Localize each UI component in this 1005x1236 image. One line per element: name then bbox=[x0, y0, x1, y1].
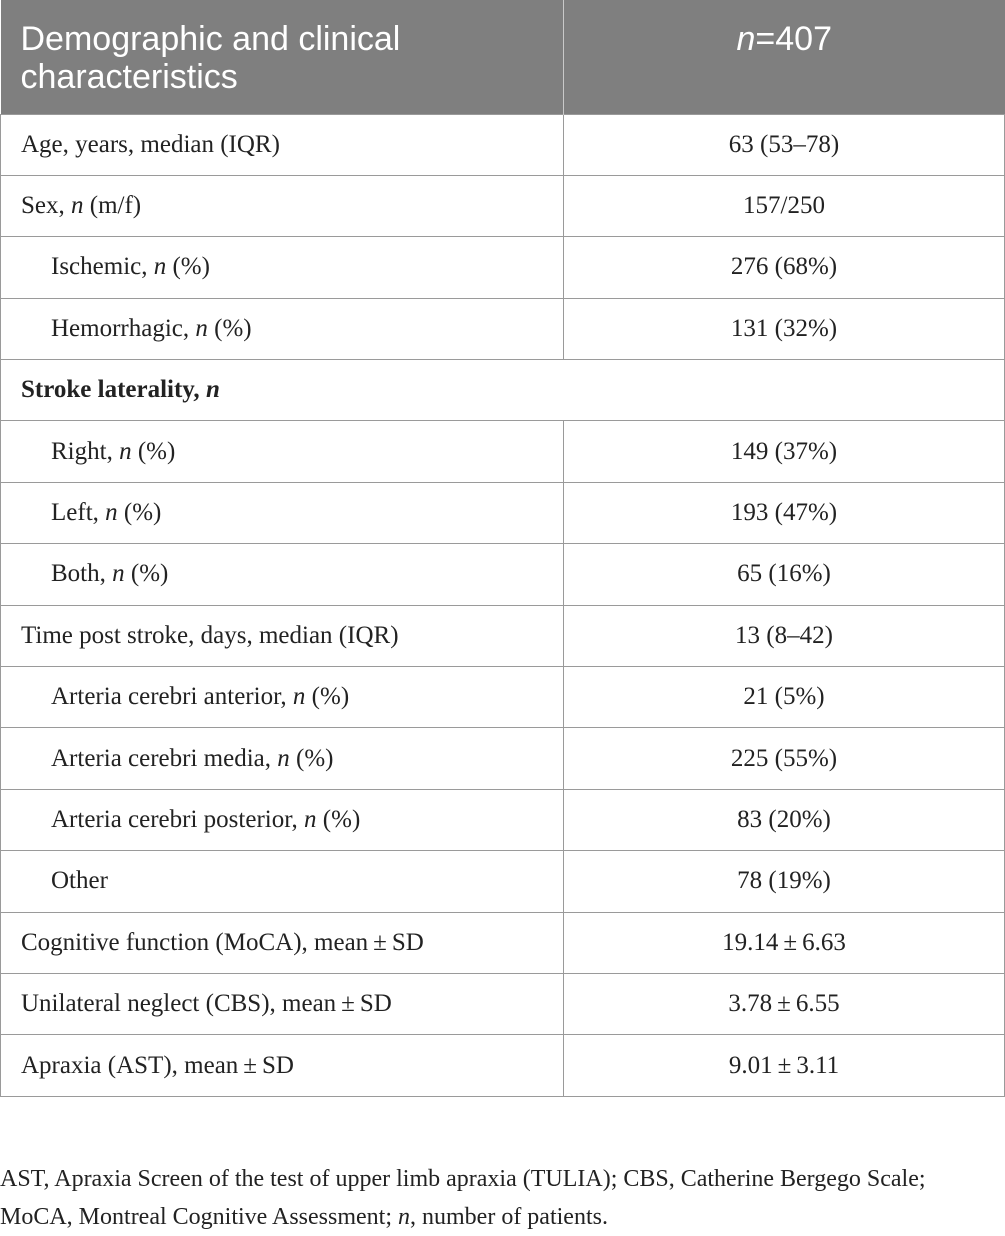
row-value: 19.14 ± 6.63 bbox=[564, 912, 1005, 973]
header-sample-size bbox=[564, 0, 1005, 114]
row-label-italic: n bbox=[153, 253, 167, 281]
row-label-suffix: (%) bbox=[316, 805, 361, 833]
row-value: 63 (53–78) bbox=[564, 114, 1005, 175]
row-label-text: Right, bbox=[51, 437, 120, 465]
row-label-suffix: (%) bbox=[166, 253, 210, 281]
table-footnote bbox=[0, 1160, 990, 1236]
table-row bbox=[1, 421, 1005, 482]
header-n-italic: n bbox=[736, 20, 756, 58]
row-value: 131 (32%) bbox=[564, 298, 1005, 359]
row-label-text: Stroke laterality, bbox=[21, 376, 206, 404]
row-label-text: Left, bbox=[51, 499, 106, 527]
row-label-suffix: (%) bbox=[289, 744, 334, 772]
row-label-text: Sex, bbox=[21, 192, 71, 220]
table-row bbox=[1, 360, 1005, 421]
table-row bbox=[1, 482, 1005, 543]
row-label bbox=[1, 605, 564, 666]
row-value: 157/250 bbox=[564, 175, 1005, 236]
row-label bbox=[1, 114, 564, 175]
row-value: 9.01 ± 3.11 bbox=[564, 1035, 1005, 1096]
row-label-suffix: (m/f) bbox=[83, 192, 142, 220]
table-row bbox=[1, 298, 1005, 359]
row-label-suffix: (%) bbox=[131, 437, 176, 465]
row-value: 65 (16%) bbox=[564, 544, 1005, 605]
row-label bbox=[1, 912, 564, 973]
row-label-text: Arteria cerebri media, bbox=[51, 744, 278, 772]
row-value: 3.78 ± 6.55 bbox=[564, 973, 1005, 1034]
row-label-italic: n bbox=[112, 560, 125, 588]
table-row bbox=[1, 237, 1005, 298]
row-label-text: Apraxia (AST), mean ± SD bbox=[21, 1051, 294, 1079]
row-label bbox=[1, 544, 564, 605]
row-label-italic: n bbox=[277, 744, 290, 772]
row-label-suffix: (%) bbox=[124, 560, 169, 588]
table-row bbox=[1, 605, 1005, 666]
row-label bbox=[1, 298, 564, 359]
row-label-text: Unilateral neglect (CBS), mean ± SD bbox=[21, 990, 392, 1018]
row-label-suffix: (%) bbox=[117, 499, 162, 527]
footnote-n-italic: n bbox=[398, 1204, 410, 1230]
table-row bbox=[1, 912, 1005, 973]
row-value: 83 (20%) bbox=[564, 789, 1005, 850]
row-label-suffix: (%) bbox=[305, 683, 350, 711]
row-label-italic: n bbox=[292, 683, 306, 711]
table-row bbox=[1, 973, 1005, 1034]
table-row bbox=[1, 1035, 1005, 1096]
row-label-italic: n bbox=[304, 805, 317, 833]
table-row bbox=[1, 114, 1005, 175]
row-label-italic: n bbox=[119, 437, 132, 465]
row-value: 225 (55%) bbox=[564, 728, 1005, 789]
row-label-text: Both, bbox=[51, 560, 113, 588]
row-label bbox=[1, 728, 564, 789]
table-header-row bbox=[1, 0, 1005, 114]
table-row bbox=[1, 789, 1005, 850]
row-label-text: Time post stroke, days, median (IQR) bbox=[21, 621, 399, 649]
footnote-text-2: , number of patients. bbox=[410, 1204, 608, 1230]
row-label-text: Ischemic, bbox=[51, 253, 154, 281]
row-label-italic: n bbox=[71, 192, 84, 220]
row-value: 276 (68%) bbox=[564, 237, 1005, 298]
table-row bbox=[1, 544, 1005, 605]
header-characteristics: Demographic and clinical characteristics bbox=[1, 0, 564, 114]
table-row bbox=[1, 851, 1005, 912]
row-label bbox=[1, 973, 564, 1034]
table-body bbox=[1, 114, 1005, 1096]
row-value: 193 (47%) bbox=[564, 482, 1005, 543]
row-label-suffix: (%) bbox=[207, 314, 252, 342]
row-value: 21 (5%) bbox=[564, 667, 1005, 728]
table-row bbox=[1, 175, 1005, 236]
table-row bbox=[1, 728, 1005, 789]
row-label-text: Arteria cerebri anterior, bbox=[51, 683, 293, 711]
header-n-value: =407 bbox=[755, 20, 832, 58]
row-label bbox=[1, 667, 564, 728]
row-value: 13 (8–42) bbox=[564, 605, 1005, 666]
row-label bbox=[1, 851, 564, 912]
row-label bbox=[1, 175, 564, 236]
row-label bbox=[1, 789, 564, 850]
row-label-text: Cognitive function (MoCA), mean ± SD bbox=[21, 928, 424, 956]
row-label-text: Arteria cerebri posterior, bbox=[51, 805, 305, 833]
row-label bbox=[1, 360, 1005, 421]
footnote-text-1: AST, Apraxia Screen of the test of upper limb apraxia (TULIA); CBS, Catherine Bergego Scale; MoCA, Montreal Cognitive Assessment; bbox=[0, 1166, 926, 1230]
row-label-italic: n bbox=[205, 376, 220, 404]
row-label-text: Hemorrhagic, bbox=[51, 314, 196, 342]
row-label-text: Other bbox=[51, 867, 108, 895]
row-label-italic: n bbox=[105, 499, 118, 527]
row-label bbox=[1, 237, 564, 298]
table-row bbox=[1, 667, 1005, 728]
row-label-text: Age, years, median (IQR) bbox=[21, 130, 280, 158]
row-label bbox=[1, 482, 564, 543]
row-label bbox=[1, 421, 564, 482]
row-value: 78 (19%) bbox=[564, 851, 1005, 912]
row-label-italic: n bbox=[195, 314, 208, 342]
row-value: 149 (37%) bbox=[564, 421, 1005, 482]
row-label bbox=[1, 1035, 564, 1096]
